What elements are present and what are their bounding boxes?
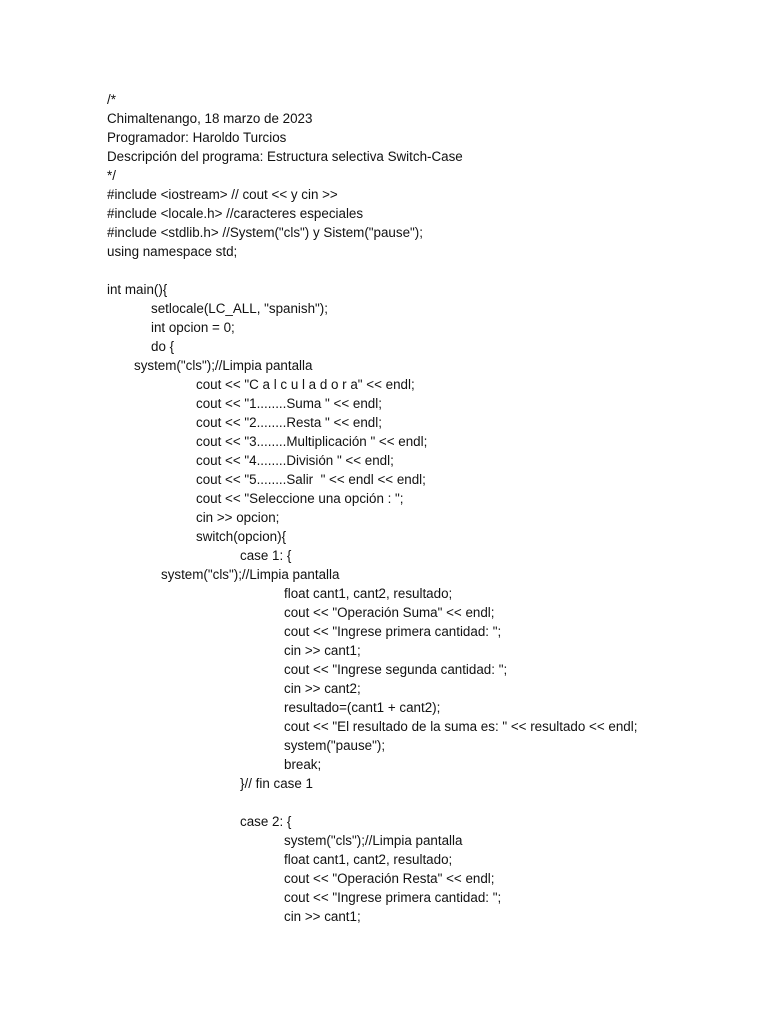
code-line: Chimaltenango, 18 marzo de 2023 (107, 110, 313, 126)
code-line: cout << "C a l c u l a d o r a" << endl; (196, 376, 415, 392)
code-line: cout << "Seleccione una opción : "; (196, 490, 404, 506)
code-line: #include <stdlib.h> //System("cls") y Sistem("pause"); (107, 224, 423, 240)
code-line: cin >> cant2; (284, 680, 361, 696)
code-line: cout << "Operación Suma" << endl; (284, 604, 495, 620)
code-line: system("cls");//Limpia pantalla (284, 832, 463, 848)
code-line: /* (107, 91, 116, 107)
code-line: cout << "Ingrese primera cantidad: "; (284, 889, 502, 905)
code-line: #include <iostream> // cout << y cin >> (107, 186, 338, 202)
code-line: setlocale(LC_ALL, "spanish"); (151, 300, 328, 316)
code-line: cin >> opcion; (196, 509, 280, 525)
code-line: cout << "Ingrese segunda cantidad: "; (284, 661, 508, 677)
code-line: int main(){ (107, 281, 168, 297)
code-line: }// fin case 1 (240, 775, 313, 791)
code-line: cout << "1........Suma " << endl; (196, 395, 382, 411)
code-line: cout << "4........División " << endl; (196, 452, 394, 468)
code-line: Descripción del programa: Estructura selectiva Switch-Case (107, 148, 463, 164)
code-line: cout << "5........Salir " << endl << endl; (196, 471, 426, 487)
code-line: */ (107, 167, 116, 183)
code-line: cout << "3........Multiplicación " << endl; (196, 433, 428, 449)
code-line: switch(opcion){ (196, 528, 287, 544)
code-line: resultado=(cant1 + cant2); (284, 699, 441, 715)
code-line: cin >> cant1; (284, 908, 361, 924)
code-line: cout << "Ingrese primera cantidad: "; (284, 623, 502, 639)
code-line: case 2: { (240, 813, 292, 829)
code-line: float cant1, cant2, resultado; (284, 585, 453, 601)
code-line: system("pause"); (284, 737, 386, 753)
code-line: case 1: { (240, 547, 292, 563)
code-line: float cant1, cant2, resultado; (284, 851, 453, 867)
code-line: #include <locale.h> //caracteres especiales (107, 205, 364, 221)
code-line: using namespace std; (107, 243, 238, 259)
code-line: cout << "El resultado de la suma es: " << resultado << endl; (284, 718, 638, 734)
code-line: cout << "2........Resta " << endl; (196, 414, 382, 430)
code-line: int opcion = 0; (151, 319, 235, 335)
code-line: break; (284, 756, 322, 772)
code-line: do { (151, 338, 175, 354)
code-line: cout << "Operación Resta" << endl; (284, 870, 495, 886)
code-line: system("cls");//Limpia pantalla (161, 566, 340, 582)
code-line: Programador: Haroldo Turcios (107, 129, 287, 145)
code-line: system("cls");//Limpia pantalla (134, 357, 313, 373)
code-line: cin >> cant1; (284, 642, 361, 658)
